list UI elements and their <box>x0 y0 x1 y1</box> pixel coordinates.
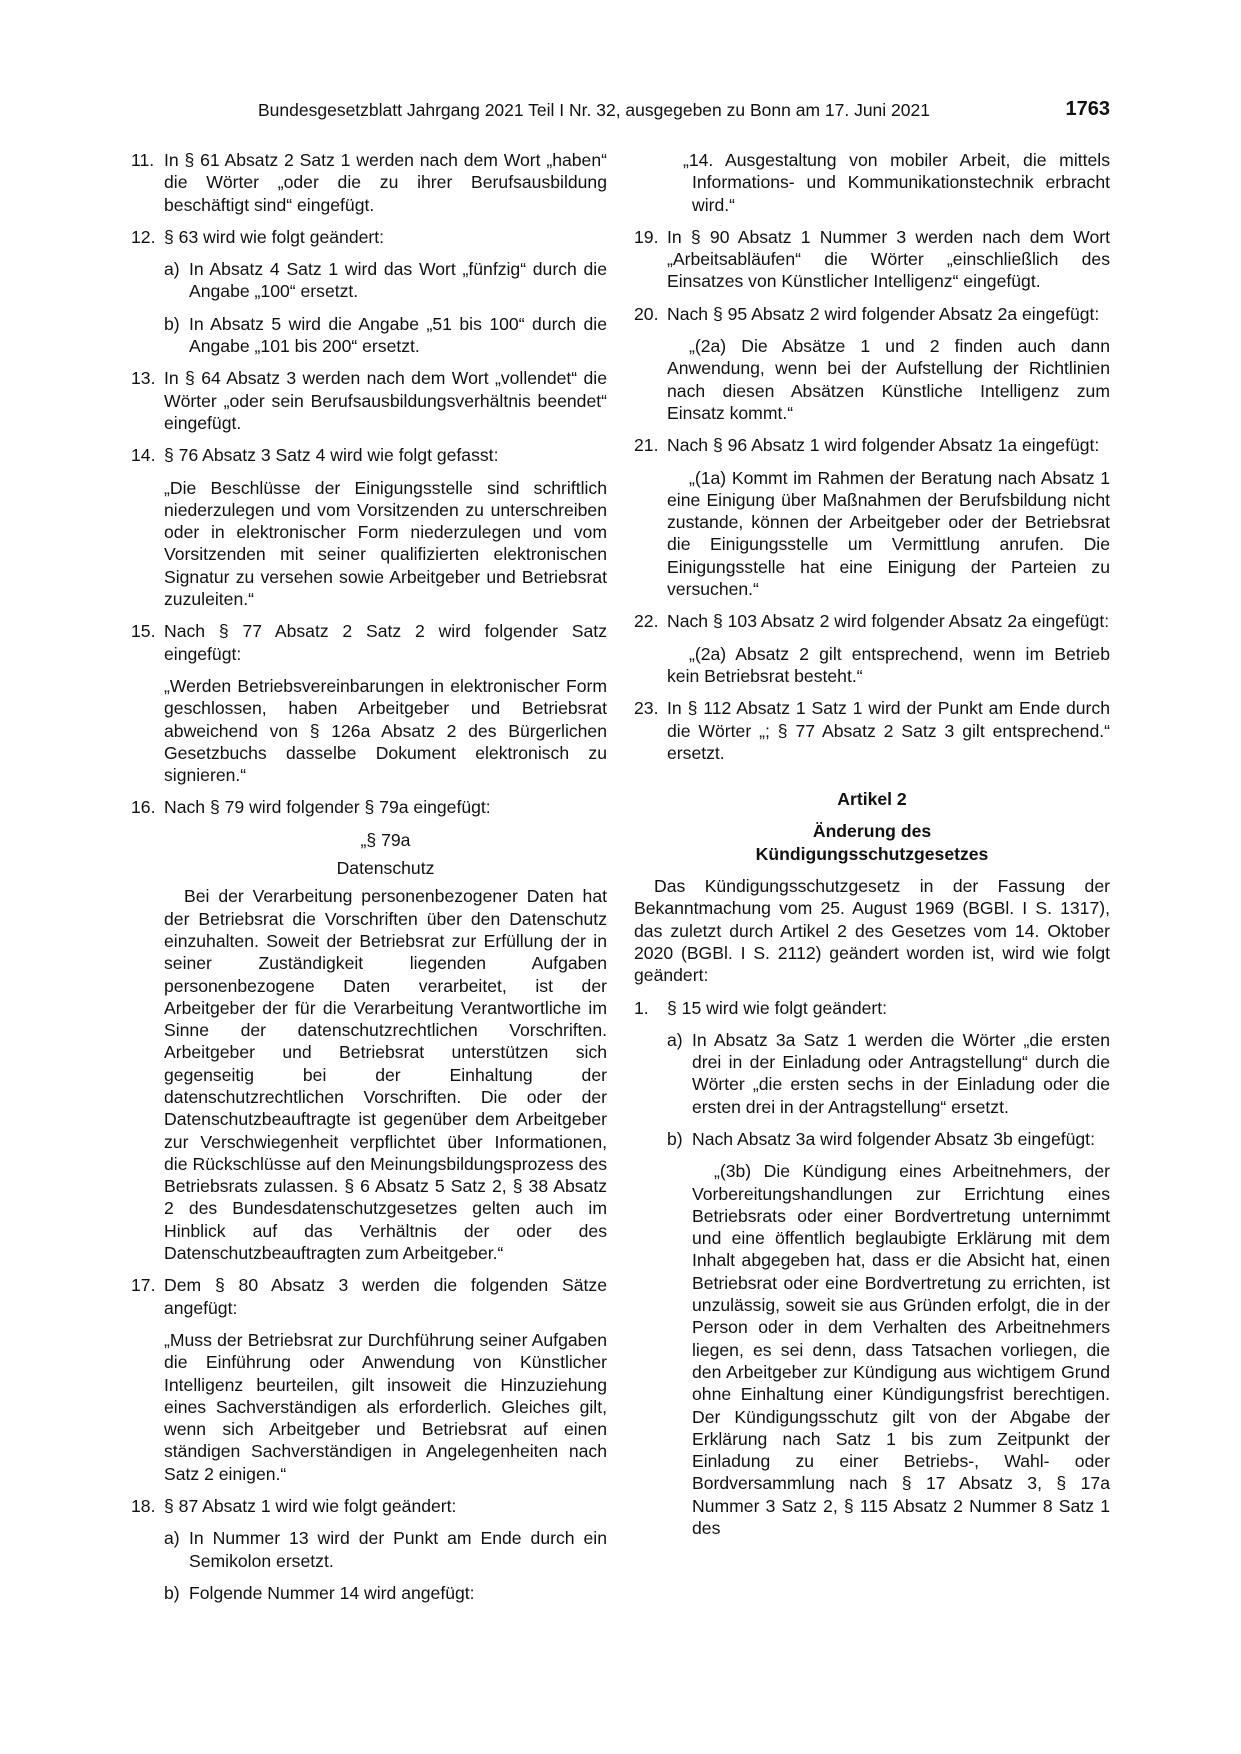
list-item-19: 19. In § 90 Absatz 1 Nummer 3 werden nach dem Wort „Arbeitsabläufen“ die Wörter „einschließlich des Einsatzes von Künstlicher Intelligenz“ eingefügt. <box>634 226 1110 292</box>
article-title-line-1: Änderung des <box>812 821 932 842</box>
art2-item-1b: b) Nach Absatz 3a wird folgender Absatz 3b eingefügt: <box>667 1128 1095 1149</box>
list-item-12a: a) In Absatz 4 Satz 1 wird das Wort „fünfzig“ durch die Angabe „100“ ersetzt. <box>164 259 607 302</box>
article-intro: Das Kündigungsschutzgesetz in der Fassung der Bekanntmachung vom 25. August 1969 (BGBl. I S. 1317), das zuletzt durch Artikel 2 des Gesetzes vom 14. Oktober 2020 (BGBl. I S. 2112) geändert worden ist, wird wie folgt geändert: <box>634 876 1110 986</box>
list-item-22: 22. Nach § 103 Absatz 2 wird folgender Absatz 2a eingefügt: <box>634 611 1110 632</box>
quote-21: „(1a) Kommt im Rahmen der Beratung nach Absatz 1 eine Einigung über Maßnahmen der Berufsbildung nicht zustande, können der Arbeitgeber oder der Betriebsrat die Einigungsstelle um Vermittlung anrufen. Die Einigungsstelle hat eine Einigung der Parteien zu versuchen.“ <box>667 467 1110 600</box>
list-item-12: 12. § 63 wird wie folgt geändert: <box>131 226 385 247</box>
list-item-13: 13. In § 64 Absatz 3 werden nach dem Wort „vollendet“ die Wörter „oder sein Berufsausbildungsverhältnis beendet“ eingefügt. <box>131 368 607 433</box>
list-item-15: 15. Nach § 77 Absatz 2 Satz 2 wird folgender Satz eingefügt: <box>131 621 607 664</box>
section-79a-body: Bei der Verarbeitung personenbezogener Daten hat der Betriebsrat die Vorschriften über den Datenschutz einzuhalten. Soweit der Betriebsrat zur Erfüllung der in seiner Zuständigkeit liegenden Aufgaben personenbezogene Daten verarbeitet, ist der Arbeitgeber der für die Verarbeitung Verantwortliche im Sinne der datenschutzrechtlichen Vorschriften. Arbeitgeber und Betriebsrat unterstützen sich gegenseitig bei der Einhaltung der datenschutzrechtlichen Vorschriften. Die oder der Datenschutzbeauftragte ist gegenüber dem Arbeitgeber zur Verschwiegenheit verpflichtet über Informationen, die Rückschlüsse auf den Meinungsbildungsprozess des Betriebsrats zulassen. § 6 Absatz 5 Satz 2, § 38 Absatz 2 des Bundesdatenschutzgesetzes gelten auch im Hinblick auf das Verhältnis der oder des Datenschutzbeauftragten zum Arbeitgeber.“ <box>164 886 607 1264</box>
list-item-17: 17. Dem § 80 Absatz 3 werden die folgenden Sätze angefügt: <box>131 1275 607 1318</box>
section-79a-title: Datenschutz <box>336 858 435 879</box>
quote-3b: „(3b) Die Kündigung eines Arbeitnehmers, der Vorbereitungshandlungen zur Errichtung eines Betriebsrats oder einer Bordvertretung unternimmt und eine öffentlich beglaubigte Erklärung mit dem Inhalt abgegeben hat, dass er die Absicht hat, einen Betriebsrat oder eine Bordvertretung zu errichten, ist unzulässig, soweit sie aus Gründen erfolgt, die in der Person oder in dem Verhalten des Arbeitnehmers liegen, es sei denn, dass Tatsachen vorliegen, die den Arbeitgeber zur Kündigung aus wichtigem Grund ohne Einhaltung einer Kündigungsfrist berechtigen. Der Kündigungsschutz gilt von der Abgabe der Erklärung nach Satz 1 bis zum Zeitpunkt der Einladung zu einer Betriebs-, Wahl- oder Bordversammlung nach § 17 Absatz 3, § 17a Nummer 3 Satz 2, § 115 Absatz 2 Nummer 8 Satz 1 des <box>692 1161 1110 1539</box>
list-item-11: 11. In § 61 Absatz 2 Satz 1 werden nach dem Wort „haben“ die Wörter „oder die zu ihrer Berufsausbildung beschäftigt sind“ eingefügt. <box>131 150 607 215</box>
page-number: 1763 <box>1065 98 1110 120</box>
quote-15: „Werden Betriebsvereinbarungen in elektronischer Form geschlossen, haben Arbeitgeber und Betriebsrat abweichend von § 126a Absatz 2 des Bürgerlichen Gesetzbuchs dasselbe Dokument elektronisch zu signieren.“ <box>164 675 607 786</box>
list-item-23: 23. In § 112 Absatz 1 Satz 1 wird der Punkt am Ende durch die Wörter „; § 77 Absatz 2 Satz 3 gilt entsprechend.“ ersetzt. <box>634 698 1110 763</box>
section-79a-heading: „§ 79a <box>360 829 411 850</box>
quote-17: „Muss der Betriebsrat zur Durchführung seiner Aufgaben die Einführung oder Anwendung von Künstlicher Intelligenz beurteilen, gilt insoweit die Hinzuziehung eines Sachverständigen als erforderlich. Gleiches gilt, wenn sich Arbeitgeber und Betriebsrat auf einen ständigen Sachverständigen in Angelegenheiten nach Satz 2 einigen.“ <box>164 1329 607 1484</box>
list-item-18b: b) Folgende Nummer 14 wird angefügt: <box>164 1582 475 1603</box>
right-column <box>634 149 1110 1549</box>
list-item-20: 20. Nach § 95 Absatz 2 wird folgender Absatz 2a eingefügt: <box>634 303 1100 324</box>
art2-item-1: 1. § 15 wird wie folgt geändert: <box>634 997 888 1018</box>
article-title-line-2: Kündigungsschutzgesetzes <box>755 843 989 864</box>
page-header <box>0 100 1241 124</box>
running-header: Bundesgesetzblatt Jahrgang 2021 Teil I Nr. 32, ausgegeben zu Bonn am 17. Juni 2021 <box>258 100 930 120</box>
quote-14: „Die Beschlüsse der Einigungsstelle sind schriftlich niederzulegen und vom Vorsitzenden zu unterschreiben oder in elektronischer Form niederzulegen und vom Vorsitzenden mit seiner qualifizierten elektronischen Signatur zu versehen sowie Arbeitgeber und Betriebsrat zuzuleiten.“ <box>164 477 607 610</box>
list-item-14: 14. § 76 Absatz 3 Satz 4 wird wie folgt gefasst: <box>131 445 499 466</box>
list-item-21: 21. Nach § 96 Absatz 1 wird folgender Absatz 1a eingefügt: <box>634 435 1100 456</box>
quote-20: „(2a) Die Absätze 1 und 2 finden auch dann Anwendung, wenn bei der Aufstellung der Richtlinien nach diesen Absätzen Künstliche Intelligenz zum Einsatz kommt.“ <box>667 336 1110 423</box>
list-item-16: 16. Nach § 79 wird folgender § 79a eingefügt: <box>131 797 491 818</box>
quote-22: „(2a) Absatz 2 gilt entsprechend, wenn im Betrieb kein Betriebsrat besteht.“ <box>667 643 1110 686</box>
quote-18b-continuation: „14. Ausgestaltung von mobiler Arbeit, die mittels Informations- und Kommunikationstechnik erbracht wird.“ <box>683 150 1110 215</box>
art2-item-1a: a) In Absatz 3a Satz 1 werden die Wörter „die ersten drei in der Einladung oder Antragstellung“ durch die Wörter „die ersten sechs in der Einladung oder die ersten drei in der Antragstellung“ ersetzt. <box>667 1029 1110 1117</box>
article-heading: Artikel 2 <box>837 789 907 810</box>
left-column <box>131 149 607 1614</box>
article-title <box>634 820 1110 865</box>
list-item-18a: a) In Nummer 13 wird der Punkt am Ende durch ein Semikolon ersetzt. <box>164 1528 607 1571</box>
list-item-12b: b) In Absatz 5 wird die Angabe „51 bis 100“ durch die Angabe „101 bis 200“ ersetzt. <box>164 313 607 357</box>
list-item-18: 18. § 87 Absatz 1 wird wie folgt geändert: <box>131 1496 457 1517</box>
